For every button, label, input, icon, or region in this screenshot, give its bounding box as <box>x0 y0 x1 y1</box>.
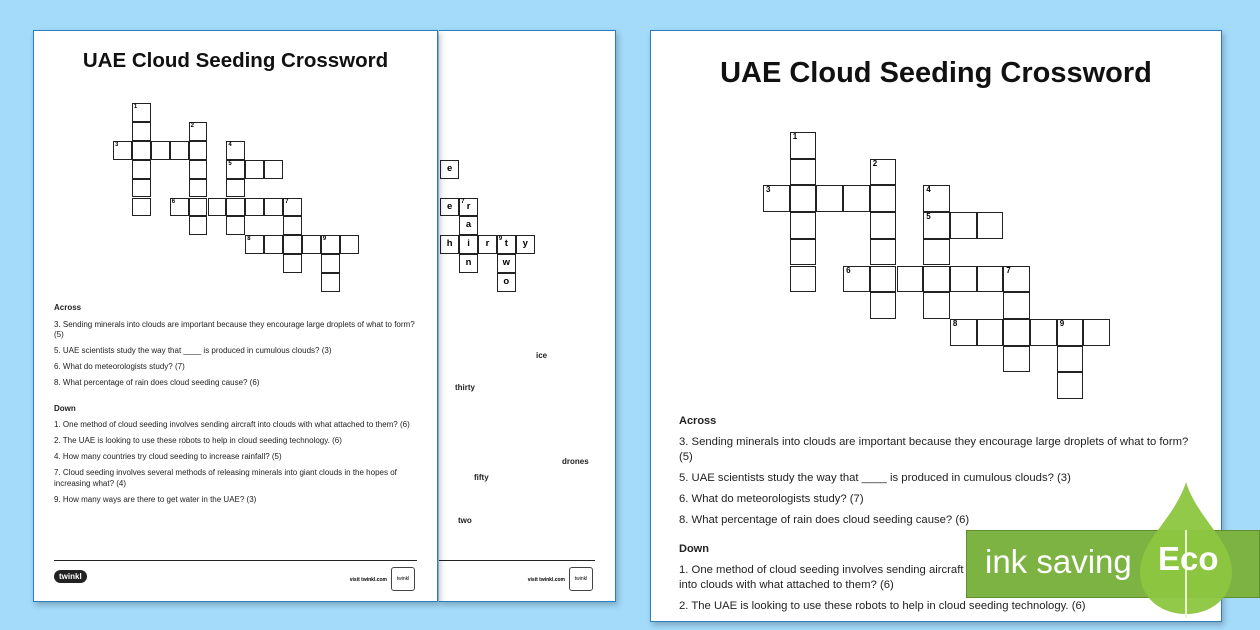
clue-text: 2. The UAE is looking to use these robots to help in cloud seeding technology. (6) <box>679 600 1086 612</box>
answer-letter: w <box>502 257 511 269</box>
crossword-cell <box>923 266 950 293</box>
crossword-cell <box>459 254 478 273</box>
crossword-cell <box>497 235 516 254</box>
crossword-cell <box>245 198 264 217</box>
clue-number: 4 <box>228 141 232 148</box>
crossword-cell <box>132 122 151 141</box>
crossword-cell <box>977 319 1004 346</box>
crossword-cell <box>340 235 359 254</box>
crossword-cell <box>516 235 535 254</box>
badge-icon: twinkl <box>569 567 593 591</box>
clue-item <box>679 492 1199 507</box>
crossword-cell <box>1057 372 1084 399</box>
crossword-cell <box>264 235 283 254</box>
clue-text: 3. Sending minerals into clouds are important because they encourage large droplets of what to form? (5) <box>679 436 1189 463</box>
crossword-cell <box>1057 346 1084 373</box>
answer-letter: t <box>504 238 508 250</box>
clue-answer: thirty <box>455 383 475 392</box>
crossword-cell <box>440 160 459 179</box>
clue-text: 2. The UAE is looking to use these robots to help in cloud seeding technology. (6) <box>54 436 342 446</box>
clue-number: 1 <box>792 132 798 141</box>
answer-letter: r <box>466 200 471 212</box>
clue-answer: drones <box>562 457 589 466</box>
clue-answer: ice <box>536 351 548 360</box>
crossword-cell <box>264 198 283 217</box>
clue-item <box>54 495 424 506</box>
eco-label: ink saving <box>985 543 1132 580</box>
crossword-cell <box>459 216 478 235</box>
crossword-cell <box>1003 346 1030 373</box>
answer-letter: o <box>503 276 510 288</box>
clue-number: 1 <box>133 104 138 110</box>
crossword-cell <box>950 266 977 293</box>
crossword-cell <box>870 159 897 186</box>
crossword-cell <box>870 239 897 266</box>
crossword-cell <box>226 198 245 217</box>
crossword-cell <box>1057 319 1084 346</box>
crossword-cell <box>870 292 897 319</box>
crossword-cell <box>763 185 790 212</box>
crossword-cell <box>478 235 497 254</box>
crossword-cell <box>132 141 151 160</box>
crossword-cell <box>923 212 950 239</box>
clue-item <box>54 452 424 463</box>
clue-answer: fifty <box>474 473 489 482</box>
crossword-cell <box>1083 319 1110 346</box>
clue-text: 1. One method of cloud seeding involves sending aircraft into clouds with what attached to them? (6) <box>679 564 964 591</box>
clue-item <box>54 378 424 389</box>
clue-number: 8 <box>247 236 251 243</box>
crossword-cell <box>790 239 817 266</box>
clue-number: 2 <box>872 158 878 168</box>
crossword-cell <box>790 212 817 239</box>
clues <box>54 303 424 511</box>
answer-letter: y <box>522 238 528 250</box>
clue-text: 5. UAE scientists study the way that ____ is produced in cumulous clouds? (3) <box>679 472 1071 484</box>
clue-text: 8. What percentage of rain does cloud seeding cause? (6) <box>679 514 970 526</box>
visit-link: visit twinkl.com <box>349 577 387 583</box>
crossword-cell <box>790 266 817 293</box>
clue-number: 2 <box>190 122 194 129</box>
crossword-cell <box>245 235 264 254</box>
twinkl-logo: twinkl <box>54 570 87 583</box>
crossword-cell <box>321 273 340 292</box>
clue-item <box>54 320 424 341</box>
footer <box>54 560 417 597</box>
worksheet-preview <box>33 30 438 602</box>
down-heading: Down <box>54 403 76 413</box>
clue-item <box>679 471 1199 486</box>
clue-number: 7 <box>1006 265 1011 275</box>
down-heading: Down <box>679 543 709 555</box>
crossword-cell <box>283 216 302 235</box>
crossword-cell <box>459 198 478 217</box>
clue-item <box>54 468 424 489</box>
answer-sheet-preview <box>439 30 616 602</box>
answer-letter: h <box>446 238 453 250</box>
crossword-cell <box>440 198 459 217</box>
crossword-cell <box>170 141 189 160</box>
clue-item <box>54 420 424 431</box>
clue-item <box>679 435 1199 465</box>
footer <box>439 560 595 597</box>
crossword-cell <box>843 266 870 293</box>
crossword-cell <box>151 141 170 160</box>
crossword-cell <box>440 235 459 254</box>
eco-word: Eco <box>1158 540 1219 577</box>
crossword-cell <box>950 212 977 239</box>
answer-letter: a <box>465 219 472 231</box>
clue-number: 9 <box>1059 318 1065 328</box>
crossword-cell <box>189 160 208 179</box>
clue-item <box>54 346 424 357</box>
crossword-cell <box>459 235 478 254</box>
crossword-cell <box>321 235 340 254</box>
crossword-cell <box>790 132 817 159</box>
crossword-cell <box>923 239 950 266</box>
answer-letter: e <box>446 200 453 212</box>
crossword-cell <box>897 266 924 293</box>
clue-number: 5 <box>926 212 931 222</box>
crossword-cell <box>950 319 977 346</box>
crossword-cell <box>790 159 817 186</box>
crossword-cell <box>189 141 208 160</box>
crossword-cell <box>497 254 516 273</box>
crossword-cell <box>283 254 302 273</box>
crossword-cell <box>923 185 950 212</box>
clue-text: 9. How many ways are there to get water in the UAE? (3) <box>54 494 257 504</box>
answer-letter: n <box>465 257 472 269</box>
clue-item <box>679 599 1199 614</box>
crossword-cell <box>170 198 189 217</box>
crossword-cell <box>189 216 208 235</box>
across-heading: Across <box>679 415 717 427</box>
across-heading: Across <box>54 303 82 312</box>
crossword-cell <box>226 141 245 160</box>
answer-letter: r <box>485 238 490 250</box>
clue-number: 3 <box>115 141 119 148</box>
crossword-cell <box>870 266 897 293</box>
crossword-cell <box>977 212 1004 239</box>
clue-text: 6. What do meteorologists study? (7) <box>679 493 864 505</box>
crossword-cell <box>208 198 227 217</box>
clue-number: 5 <box>228 160 232 167</box>
sheet-title: UAE Cloud Seeding Crossword <box>720 57 1152 89</box>
clue-text: 3. Sending minerals into clouds are important because they encourage large droplets of what to form? (5) <box>54 319 415 340</box>
clue-item <box>54 436 424 447</box>
crossword-cell <box>132 160 151 179</box>
crossword-cell <box>497 273 516 292</box>
sheet-title: UAE Cloud Seeding Crossword <box>82 49 389 72</box>
crossword-cell <box>189 179 208 198</box>
crossword-cell <box>226 160 245 179</box>
crossword-cell <box>189 198 208 217</box>
clue-text: 1. One method of cloud seeding involves sending aircraft into clouds with what attached to them? (6) <box>54 420 410 430</box>
clue-number: 7 <box>461 198 465 205</box>
clue-text: 8. What percentage of rain does cloud seeding cause? (6) <box>54 378 260 388</box>
crossword-cell <box>264 160 283 179</box>
crossword-cell <box>302 235 321 254</box>
clue-number: 6 <box>171 198 176 205</box>
crossword-cell <box>1003 266 1030 293</box>
clue-number: 9 <box>498 236 503 243</box>
crossword-cell <box>1003 319 1030 346</box>
crossword-cell <box>132 103 151 122</box>
clue-answer: two <box>458 516 472 525</box>
crossword-cell <box>226 216 245 235</box>
crossword-cell <box>1030 319 1057 346</box>
clue-number: 6 <box>846 265 851 275</box>
crossword-cell <box>790 185 817 212</box>
crossword-cell <box>132 198 151 217</box>
crossword-cell <box>245 160 264 179</box>
crossword-cell <box>283 235 302 254</box>
crossword-cell <box>113 141 132 160</box>
clue-item <box>54 362 424 373</box>
clue-number: 4 <box>926 185 931 195</box>
crossword-cell <box>189 122 208 141</box>
crossword-cell <box>1003 292 1030 319</box>
crossword-cell <box>843 185 870 212</box>
crossword-cell <box>923 292 950 319</box>
crossword-cell <box>870 185 897 212</box>
clue-number: 9 <box>322 236 327 243</box>
badge-icon: twinkl <box>391 567 415 591</box>
crossword-cell <box>226 179 245 198</box>
crossword-cell <box>321 254 340 273</box>
clue-item <box>679 513 1199 528</box>
clue-number: 7 <box>285 198 289 205</box>
clue-number: 3 <box>766 185 771 195</box>
crossword-cell <box>816 185 843 212</box>
clue-text: 7. Cloud seeding involves several methods of releasing minerals into giant clouds in the hopes of increasing what? (4) <box>54 468 397 488</box>
answer-letter: i <box>467 238 470 250</box>
answer-letter: e <box>446 162 453 174</box>
crossword-cell <box>870 212 897 239</box>
clue-text: 5. UAE scientists study the way that ____ is produced in cumulous clouds? (3) <box>54 346 332 356</box>
visit-link: visit twinkl.com <box>527 577 565 583</box>
clue-text: 4. How many countries try cloud seeding to increase rainfall? (5) <box>54 452 282 462</box>
clue-text: 6. What do meteorologists study? (7) <box>54 362 185 372</box>
clue-number: 8 <box>952 318 958 328</box>
crossword-cell <box>283 198 302 217</box>
crossword-cell <box>132 179 151 198</box>
crossword-cell <box>977 266 1004 293</box>
